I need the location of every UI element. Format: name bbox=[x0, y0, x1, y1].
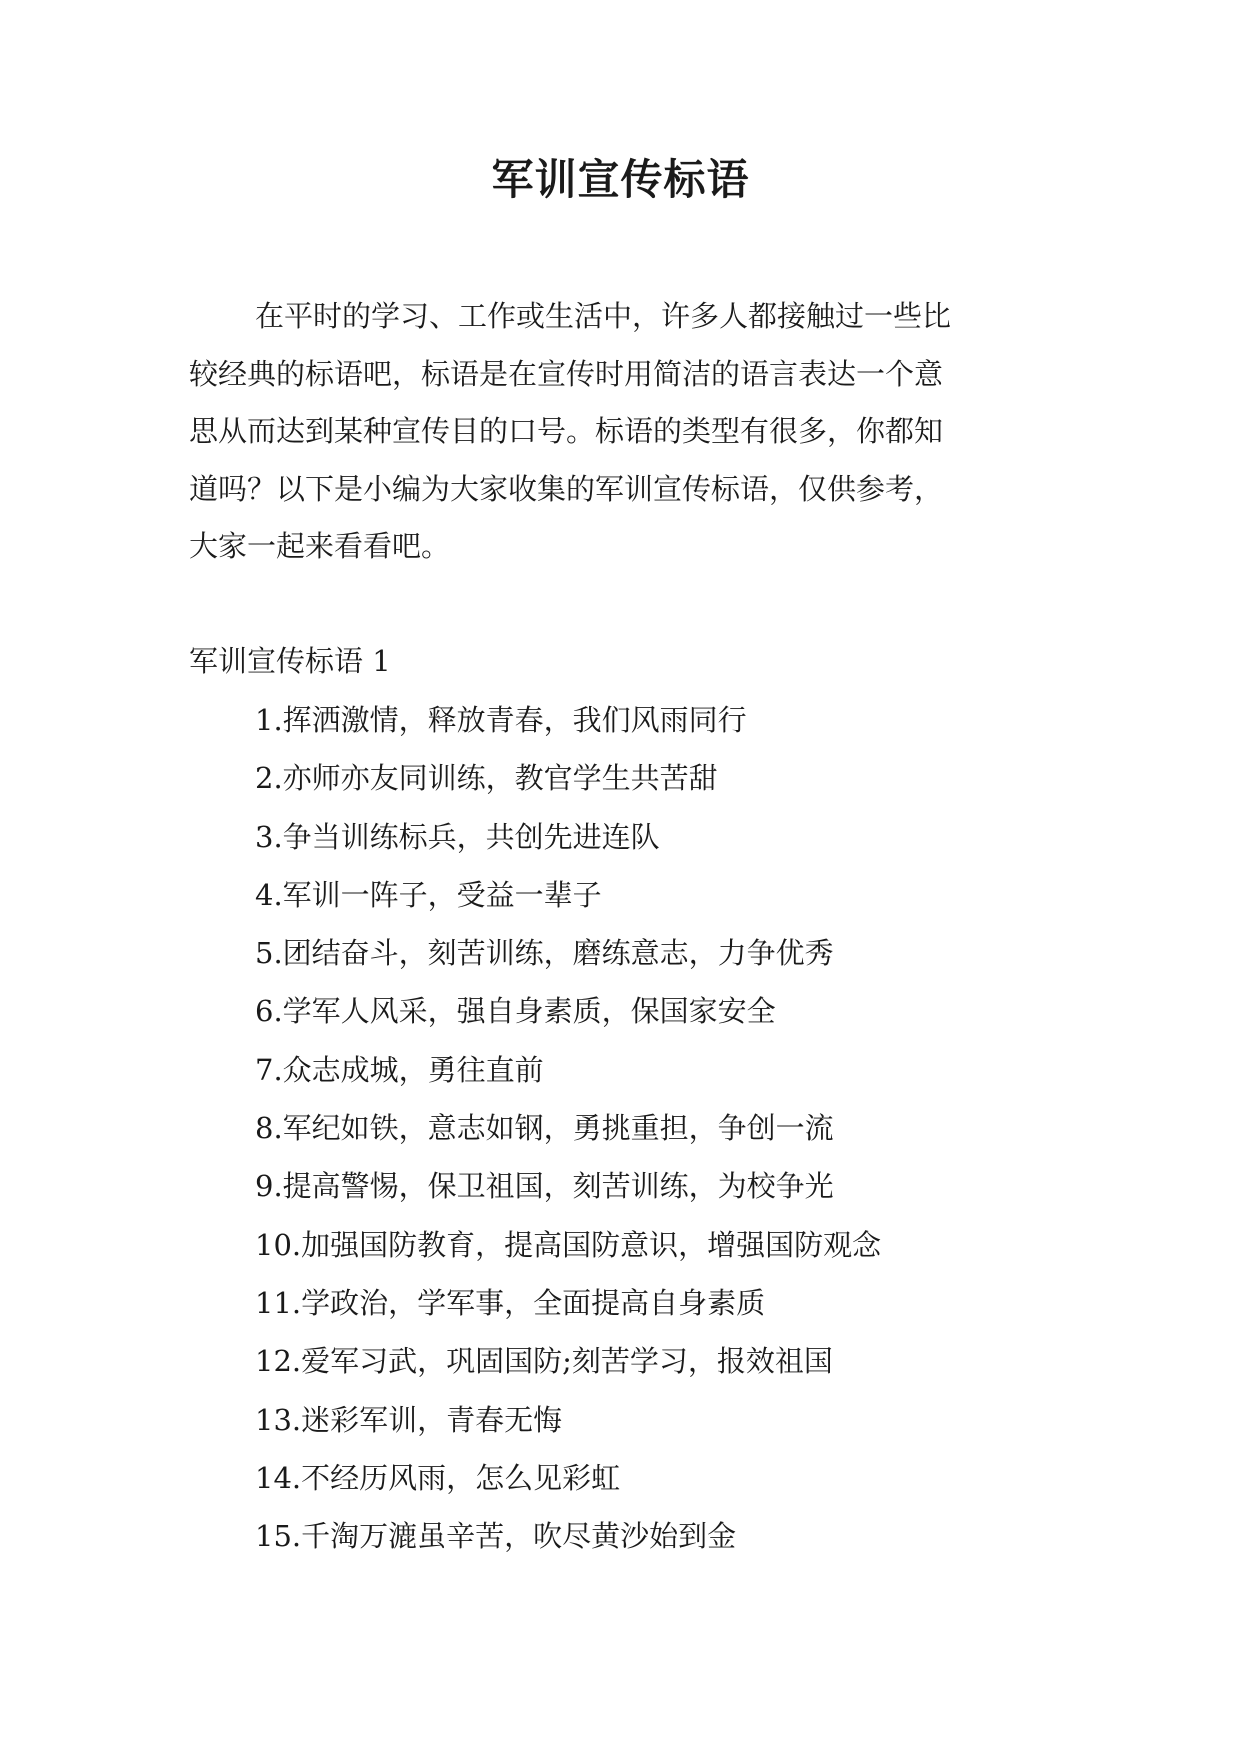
slogan-item: 8.军纪如铁，意志如钢，勇挑重担，争创一流 bbox=[255, 1111, 834, 1146]
intro-line: 大家一起来看看吧。 bbox=[189, 529, 451, 563]
slogan-item: 7.众志成城，勇往直前 bbox=[255, 1052, 544, 1087]
slogan-list bbox=[255, 698, 881, 1572]
slogan-item: 2.亦师亦友同训练，教官学生共苦甜 bbox=[255, 761, 718, 796]
slogan-item: 14.不经历风雨，怎么见彩虹 bbox=[255, 1460, 621, 1495]
document-title: 军训宣传标语 bbox=[491, 155, 750, 204]
slogan-item: 5.团结奋斗，刻苦训练，磨练意志，力争优秀 bbox=[255, 936, 834, 971]
slogan-item: 4.军训一阵子，受益一辈子 bbox=[255, 877, 602, 912]
slogan-item: 13.迷彩军训，青春无悔 bbox=[255, 1402, 563, 1437]
slogan-item: 1.挥洒激情，释放青春，我们风雨同行 bbox=[255, 703, 747, 737]
section-heading: 军训宣传标语 1 bbox=[189, 644, 391, 678]
intro-paragraph bbox=[189, 288, 1059, 576]
intro-line: 较经典的标语吧，标语是在宣传时用简洁的语言表达一个意 bbox=[189, 356, 944, 391]
slogan-item: 9.提高警惕，保卫祖国，刻苦训练，为校争光 bbox=[255, 1169, 834, 1204]
slogan-item: 11.学政治，学军事，全面提高自身素质 bbox=[255, 1285, 766, 1320]
slogan-item: 12.爱军习武，巩固国防;刻苦学习，报效祖国 bbox=[255, 1344, 833, 1379]
slogan-item: 10.加强国防教育，提高国防意识，增强国防观念 bbox=[255, 1227, 882, 1262]
intro-line: 思从而达到某种宣传目的口号。标语的类型有很多，你都知 bbox=[189, 414, 944, 448]
slogan-item: 3.争当训练标兵，共创先进连队 bbox=[255, 819, 660, 854]
intro-line: 道吗？以下是小编为大家收集的军训宣传标语，仅供参考， bbox=[189, 471, 944, 506]
slogan-item: 15.千淘万漉虽辛苦，吹尽黄沙始到金 bbox=[255, 1519, 737, 1554]
slogan-item: 6.学军人风采，强自身素质，保国家安全 bbox=[255, 994, 776, 1029]
intro-line: 在平时的学习、工作或生活中，许多人都接触过一些比 bbox=[255, 299, 952, 333]
